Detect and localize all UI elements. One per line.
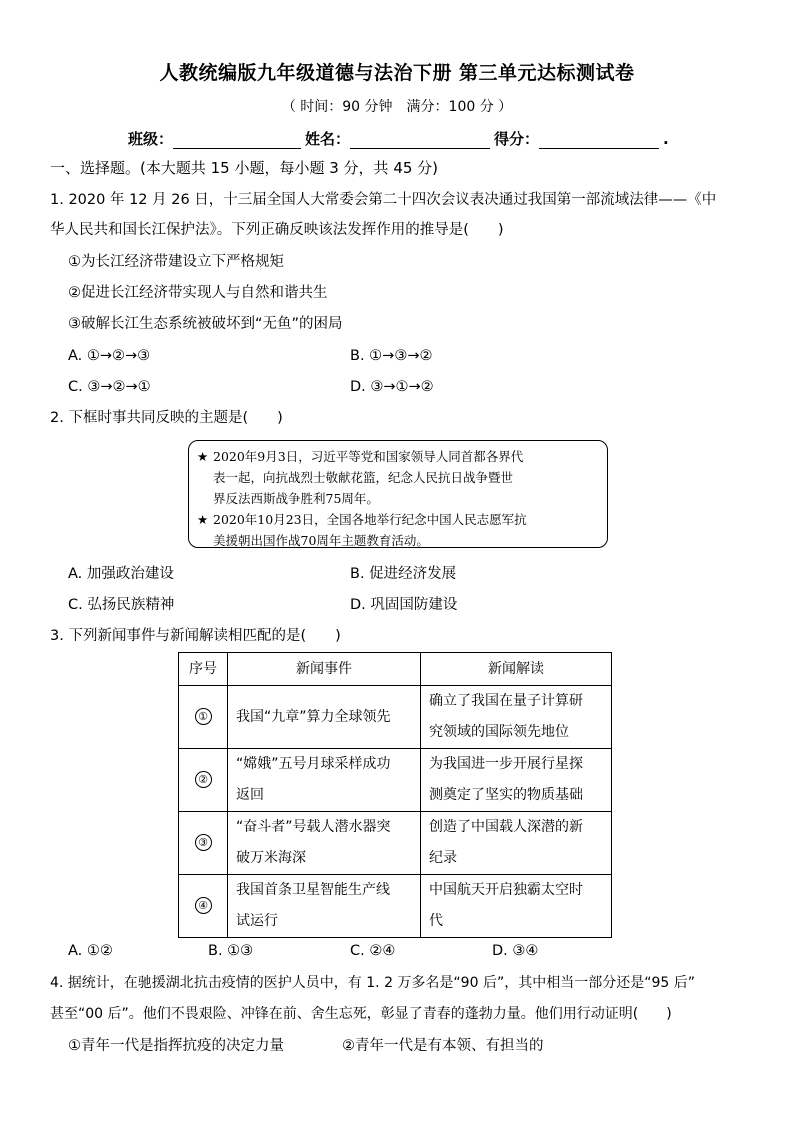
table-header-row — [179, 653, 612, 686]
q2-option-a[interactable]: A. 加强政治建设 — [68, 566, 174, 582]
q4-item-2: ②青年一代是有本领、有担当的 — [342, 1038, 544, 1054]
news-box — [188, 440, 608, 548]
q1-option-a[interactable]: A. ①→②→③ — [68, 348, 151, 364]
news-event: 我国首条卫星智能生产线 试运行 — [228, 875, 421, 938]
row-number: ① — [195, 708, 212, 725]
q3-option-d[interactable]: D. ③④ — [492, 943, 539, 959]
q2-option-d[interactable]: D. 巩固国防建设 — [350, 597, 458, 613]
q3-stem: 3. 下列新闻事件与新闻解读相匹配的是( ) — [50, 628, 341, 644]
news-interpretation: 创造了中国载人深潜的新 纪录 — [421, 812, 612, 875]
table-row — [179, 749, 612, 812]
row-number: ④ — [195, 897, 212, 914]
q2-stem: 2. 下框时事共同反映的主题是( ) — [50, 410, 283, 426]
header-event: 新闻事件 — [228, 653, 421, 686]
end-mark: . — [663, 130, 669, 148]
news-box-line2: 表一起，向抗战烈士敬献花篮，纪念人民抗日战争暨世 — [213, 470, 514, 485]
exam-title: 人教统编版九年级道德与法治下册 第三单元达标测试卷 — [159, 62, 635, 84]
q4-stem-line2: 甚至“00 后”。他们不畏艰险、冲锋在前、舍生忘死，彰显了青春的蓬勃力量。他们用行动证明( ) — [50, 1006, 672, 1022]
news-event: “嫦娥”五号月球采样成功 返回 — [228, 749, 421, 812]
q1-item-3: ③破解长江生态系统被破坏到“无鱼”的困局 — [68, 316, 343, 332]
table-row — [179, 686, 612, 749]
q3-option-c[interactable]: C. ②④ — [350, 943, 396, 959]
class-label: 班级： — [128, 130, 174, 148]
q4-item-1: ①青年一代是指挥抗疫的决定力量 — [68, 1038, 284, 1054]
news-interpretation: 确立了我国在量子计算研 究领域的国际领先地位 — [421, 686, 612, 749]
news-interpretation: 为我国进一步开展行星探 测奠定了坚实的物质基础 — [421, 749, 612, 812]
class-blank[interactable] — [173, 134, 301, 149]
q1-stem-line1: 1. 2020 年 12 月 26 日，十三届全国人大常委会第二十四次会议表决通过我国第一部流域法律——《中 — [50, 192, 717, 208]
score-blank[interactable] — [539, 134, 659, 149]
news-event: 我国“九章”算力全球领先 — [228, 686, 421, 749]
news-table — [178, 652, 612, 938]
header-interpretation: 新闻解读 — [421, 653, 612, 686]
section-heading: 一、选择题。(本大题共 15 小题，每小题 3 分，共 45 分) — [50, 159, 439, 177]
news-box-line1: ★ 2020年9月3日，习近平等党和国家领导人同首都各界代 — [197, 446, 601, 467]
q3-option-a[interactable]: A. ①② — [68, 943, 113, 959]
news-box-line5: 美援朝出国作战70周年主题教育活动。 — [213, 533, 429, 548]
header-number: 序号 — [179, 653, 228, 686]
exam-subtitle: （ 时间：90 分钟 满分：100 分 ） — [281, 99, 513, 115]
q1-option-b[interactable]: B. ①→③→② — [350, 348, 433, 364]
name-blank[interactable] — [350, 134, 490, 149]
news-box-line4: ★ 2020年10月23日，全国各地举行纪念中国人民志愿军抗 — [197, 509, 601, 530]
star-icon: ★ — [197, 512, 209, 527]
q1-stem-line2: 华人民共和国长江保护法》。下列正确反映该法发挥作用的推导是( ) — [50, 222, 504, 238]
q1-option-d[interactable]: D. ③→①→② — [350, 379, 434, 395]
row-number: ③ — [195, 834, 212, 851]
news-box-line3: 界反法西斯战争胜利75周年。 — [213, 491, 379, 506]
q3-option-b[interactable]: B. ①③ — [208, 943, 254, 959]
star-icon: ★ — [197, 449, 209, 464]
q2-option-c[interactable]: C. 弘扬民族精神 — [68, 597, 175, 613]
table-row — [179, 875, 612, 938]
student-info-line — [128, 128, 669, 149]
name-label: 姓名： — [305, 130, 351, 148]
q1-item-1: ①为长江经济带建设立下严格规矩 — [68, 254, 284, 270]
q4-stem-line1: 4. 据统计，在驰援湖北抗击疫情的医护人员中，有 1. 2 万多名是“90 后”，其中相当一部分还是“95 后” — [50, 975, 695, 991]
news-interpretation: 中国航天开启独霸太空时 代 — [421, 875, 612, 938]
news-event: “奋斗者”号载人潜水器突 破万米海深 — [228, 812, 421, 875]
q1-item-2: ②促进长江经济带实现人与自然和谐共生 — [68, 285, 328, 301]
score-label: 得分： — [494, 130, 540, 148]
table-row — [179, 812, 612, 875]
q1-option-c[interactable]: C. ③→②→① — [68, 379, 151, 395]
q2-option-b[interactable]: B. 促进经济发展 — [350, 566, 457, 582]
row-number: ② — [195, 771, 212, 788]
